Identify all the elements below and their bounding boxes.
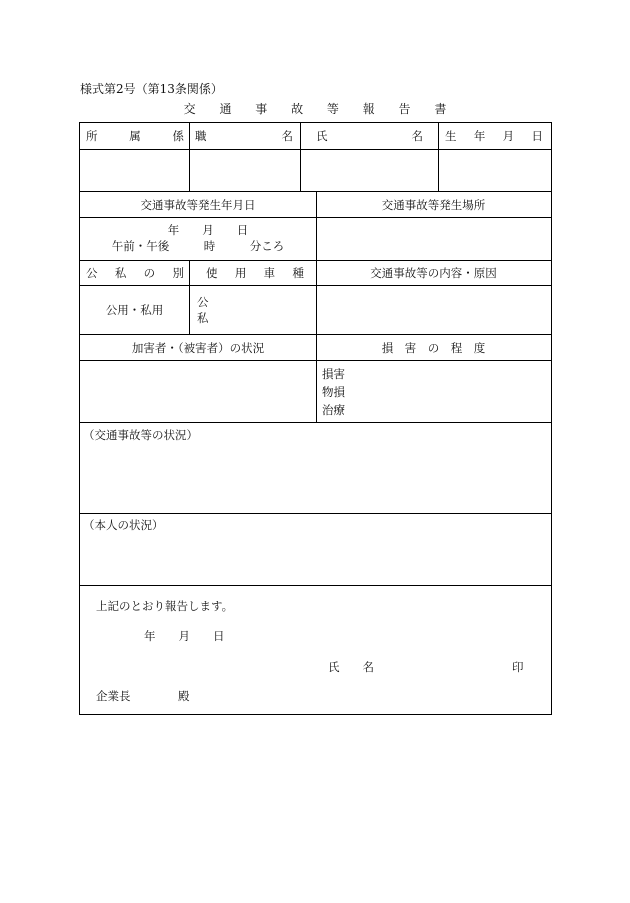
self-status-label: （本人の状況）	[83, 518, 164, 532]
header-char: 車	[263, 266, 276, 280]
damage-item-loss: 損害	[322, 367, 345, 381]
recipient-title: 企業長	[96, 689, 131, 703]
damage-item-property: 物損	[322, 385, 345, 399]
occurrence-date-header: 交通事故等発生年月日	[140, 198, 256, 212]
vehicle-public-option: 公	[197, 295, 209, 309]
occurrence-time-line: 午前・午後 時 分ころ	[111, 239, 285, 253]
recipient-honorific: 殿	[178, 689, 190, 703]
affiliation-header	[86, 129, 184, 143]
birthdate-header	[445, 129, 543, 143]
content-cause-header: 交通事故等の内容・原因	[370, 266, 497, 280]
header-char: 年	[473, 129, 486, 143]
header-char: 用	[234, 266, 247, 280]
signer-name-label: 氏 名	[328, 660, 374, 674]
vehicle-private-option: 私	[197, 311, 209, 325]
header-char: 所	[86, 129, 98, 143]
header-char: 使	[206, 266, 218, 280]
header-char: 生	[445, 129, 457, 143]
header-char: 職	[195, 129, 207, 143]
header-char: 属	[129, 129, 141, 143]
form-number-label: 様式第2号（第13条関係）	[80, 82, 223, 96]
report-form-table	[79, 122, 552, 715]
name-header	[316, 129, 423, 143]
header-char: 日	[531, 129, 543, 143]
header-char: 私	[114, 266, 127, 280]
position-header	[195, 129, 293, 143]
report-date-line: 年 月 日	[144, 629, 225, 643]
header-char: 種	[292, 266, 304, 280]
damage-degree-header: 損 害 の 程 度	[381, 341, 486, 355]
accident-status-label: （交通事故等の状況）	[83, 428, 198, 442]
occurrence-date-line: 年 月 日	[167, 223, 249, 237]
seal-mark: 印	[512, 660, 524, 674]
report-statement: 上記のとおり報告します。	[96, 599, 234, 613]
header-char: 氏	[316, 129, 328, 143]
parties-status-header: 加害者・（被害者）の状況	[131, 341, 265, 355]
damage-item-treatment: 治療	[322, 403, 345, 417]
header-char: 名	[281, 129, 293, 143]
public-private-header	[86, 266, 184, 280]
header-char: 公	[86, 266, 98, 280]
public-private-value: 公用・私用	[105, 303, 164, 317]
header-char: 別	[172, 266, 184, 280]
header-char: 月	[502, 129, 515, 143]
header-char: 係	[172, 129, 184, 143]
document-title: 交 通 事 故 等 報 告 書	[183, 102, 457, 116]
header-char: 名	[411, 129, 423, 143]
occurrence-place-header: 交通事故等発生場所	[381, 198, 486, 212]
header-char: の	[143, 266, 156, 280]
vehicle-type-header	[206, 266, 304, 280]
